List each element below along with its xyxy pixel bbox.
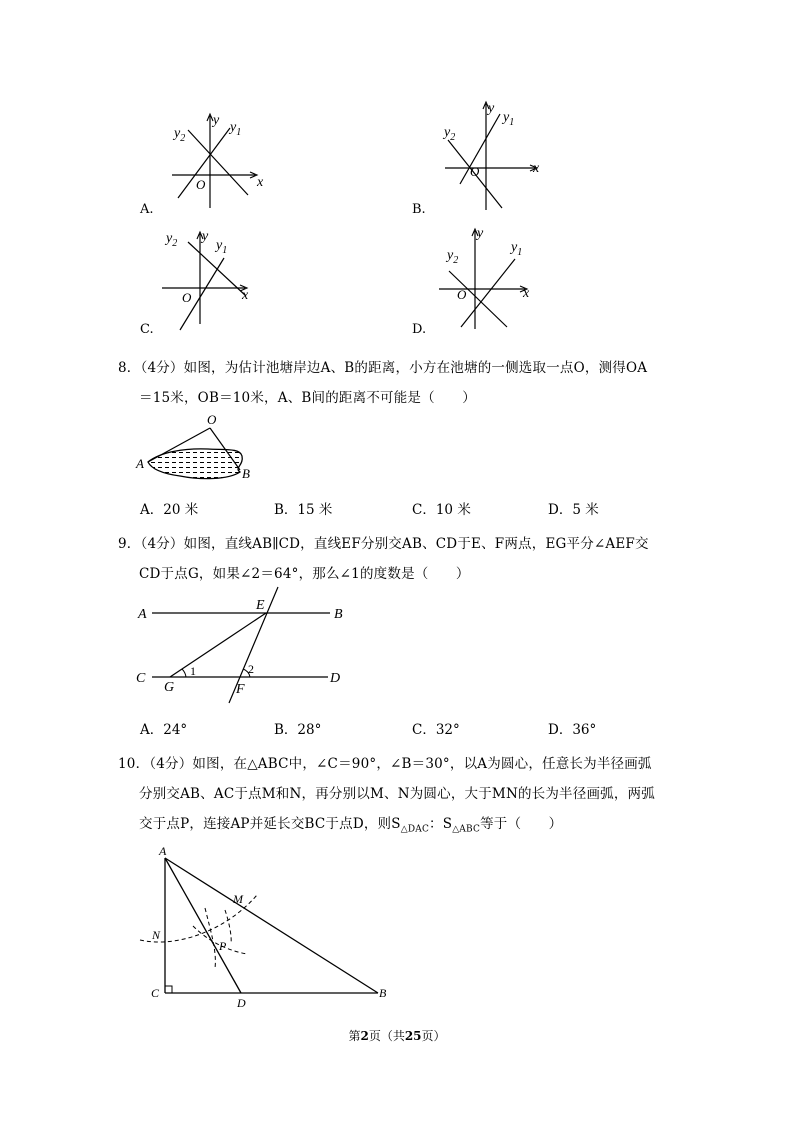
q9-option-a[interactable] [140,718,187,738]
option-text: 15 米 [297,502,333,518]
stem-text: 等于（ ） [480,816,563,832]
footer-text: 第 [348,1029,361,1043]
option-text: 24° [163,722,188,738]
line-y1 [461,259,515,327]
q10-stem-line1: 10．（4分）如图，在△ABC中，∠C＝90°，∠B＝30°，以A为圆心，任意长为半径画弧 [118,756,652,772]
option-text: 32° [435,722,460,738]
page-number: 2 [360,1029,369,1043]
angle-1-arc [182,669,186,677]
x-label: x [257,175,264,190]
y1-label: $y_1$ [216,238,228,256]
option-text: 5 米 [572,502,599,518]
y2-label: $y_2$ [166,231,178,249]
side-ab [165,858,378,993]
point-o-label: O [207,412,217,427]
q9-parallel-lines-figure [130,585,360,710]
footer-text: 页） [421,1029,446,1043]
q7-option-d-graph [435,225,545,335]
point-b-label: B [242,466,250,481]
option-letter: C． [412,722,436,738]
y-label: y [213,113,220,128]
point-d-label: D [330,671,341,686]
option-text: 28° [297,722,322,738]
q8-pond-figure [130,410,270,485]
point-c-label: C [151,986,160,1000]
q9-stem-line1: 9．（4分）如图，直线AB∥CD，直线EF分别交AB、CD于E、F两点，EG平分∠AEF交 [118,536,649,552]
origin-label: O [196,177,206,192]
q7-option-c-graph [160,228,270,333]
q8-option-c[interactable] [412,498,471,518]
q10-stem-line3 [139,812,562,835]
q9-option-b[interactable] [274,718,321,738]
point-b-label: B [334,607,343,622]
q9-option-c[interactable] [412,718,460,738]
line-y1 [460,114,500,184]
angle-2-label: 2 [248,662,254,676]
point-a-label: A [159,844,167,858]
q7-option-c-letter[interactable]: C. [140,322,154,337]
q7-option-a-letter[interactable]: A. [140,202,154,217]
right-angle-mark [165,986,172,993]
option-letter: A． [140,722,164,738]
footer-text: 页（共 [368,1029,405,1043]
total-pages: 25 [404,1029,422,1043]
q8-option-d[interactable] [548,498,599,518]
option-letter: A． [140,502,164,518]
point-m-label: M [233,892,243,906]
q7-option-d-letter[interactable]: D. [412,322,427,337]
q8-stem-line2: ＝15米，OB＝10米，A、B间的距离不可能是（ ） [139,390,476,406]
area-subscript-abc: △ABC [452,824,481,835]
q9-option-d[interactable] [548,718,596,738]
q7-option-b-letter[interactable]: B. [412,202,426,217]
point-d-label: D [237,996,246,1010]
point-p-label: P [219,939,227,953]
ratio-colon: ：S [429,816,453,832]
option-letter: D． [548,502,573,518]
option-letter: D． [548,722,573,738]
page-footer [0,1027,794,1044]
option-letter: B． [274,502,298,518]
option-text: 36° [572,722,597,738]
y2-label: $y_2$ [447,248,459,266]
point-g-label: G [164,680,175,695]
area-subscript-dac: △DAC [400,824,430,835]
y2-label: $y_2$ [444,125,456,143]
angle-1-label: 1 [190,664,196,678]
option-letter: B． [274,722,298,738]
y1-label: $y_1$ [511,240,523,258]
point-f-label: F [236,682,245,697]
point-e-label: E [256,598,265,613]
q9-stem-line2: CD于点G，如果∠2＝64°，那么∠1的度数是（ ） [139,566,470,582]
origin-label: O [470,164,480,179]
q8-stem-line1: 8．（4分）如图，为估计池塘岸边A、B的距离，小方在池塘的一侧选取一点O，测得OA [118,360,648,376]
y1-label: $y_1$ [503,110,515,128]
x-label: x [242,288,249,303]
q10-triangle-figure [135,840,405,1015]
point-n-label: N [152,928,161,942]
y2-label: $y_2$ [174,126,186,144]
y-label: y [202,229,209,244]
point-a-label: A [136,456,144,471]
origin-label: O [457,287,467,302]
option-text: 10 米 [435,502,471,518]
point-b-label: B [379,986,387,1000]
point-c-label: C [136,671,146,686]
option-text: 20 米 [163,502,199,518]
y1-label: $y_1$ [230,120,242,138]
point-a-label: A [138,607,147,622]
option-letter: C． [412,502,436,518]
q8-option-b[interactable] [274,498,332,518]
origin-label: O [182,290,192,305]
q10-stem-line2: 分别交AB、AC于点M和N，再分别以M、N为圆心，大于MN的长为半径画弧，两弧 [139,786,655,802]
stem-text: 交于点P，连接AP并延长交BC于点D，则S [139,816,401,832]
x-label: x [523,286,530,301]
y-label: y [477,226,484,241]
q7-option-a-graph [160,110,270,215]
y-label: y [488,101,495,116]
q8-option-a[interactable] [140,498,198,518]
q7-option-b-graph [440,100,550,215]
x-label: x [533,161,540,176]
